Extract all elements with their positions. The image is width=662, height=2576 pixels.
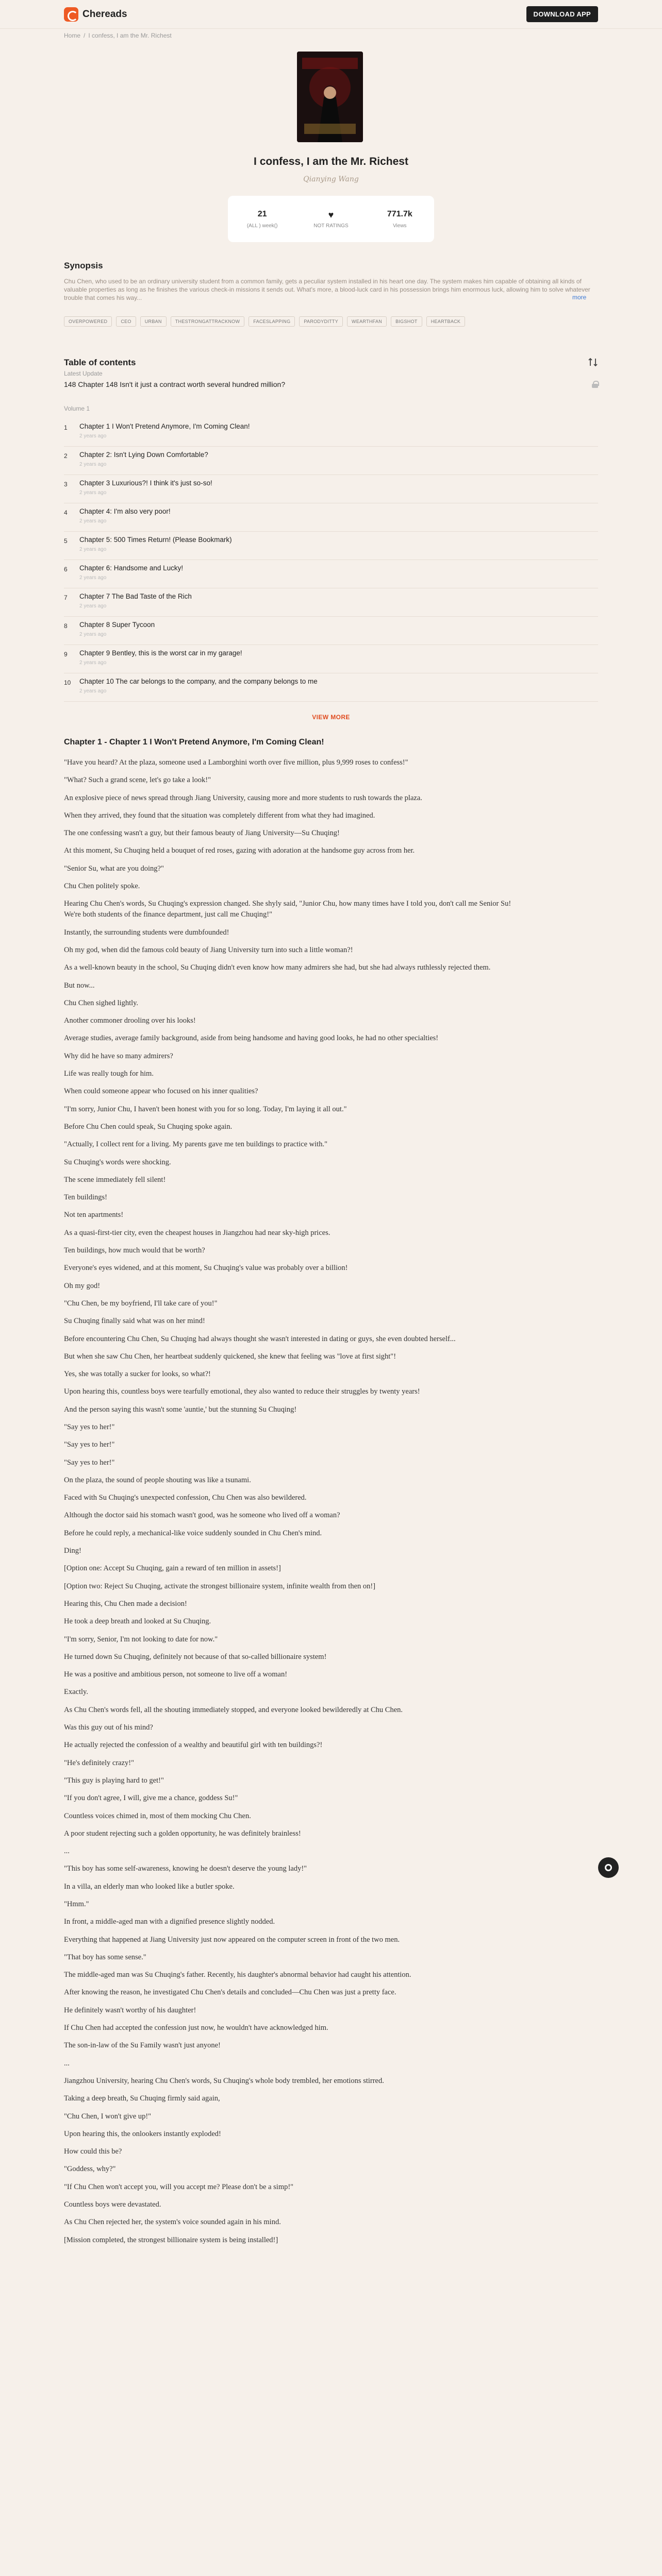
chapter-body	[64, 757, 518, 2252]
chapter-paragraph: "If Chu Chen won't accept you, will you accept me? Please don't be a simp!"	[64, 2182, 294, 2191]
view-more-button[interactable]: VIEW MORE	[312, 714, 350, 721]
chapter-time: 2 years ago	[79, 575, 107, 581]
rating-stat[interactable]	[300, 210, 362, 229]
book-cover-art	[297, 52, 363, 142]
tag[interactable]: FACESLAPPING	[249, 316, 295, 327]
chapter-time: 2 years ago	[79, 518, 107, 524]
chapter-paragraph: Was this guy out of his mind?	[64, 1723, 153, 1732]
chapter-paragraph: He turned down Su Chuqing, definitely not because of that so-called billionaire system!	[64, 1652, 327, 1661]
tag-list	[64, 316, 598, 327]
chapter-row[interactable]	[64, 645, 598, 673]
chapter-paragraph: But now...	[64, 981, 95, 990]
chapter-title: Chapter 7 The Bad Taste of the Rich	[79, 592, 192, 600]
book-stats-card	[228, 196, 434, 242]
views-stat	[369, 210, 431, 229]
chapter-row[interactable]	[64, 560, 598, 588]
chapter-paragraph: Before Chu Chen could speak, Su Chuqing spoke again.	[64, 1122, 233, 1131]
chapter-paragraph: He actually rejected the confession of a wealthy and beautiful girl with ten buildings?!	[64, 1741, 323, 1750]
book-author[interactable]: Qianying Wang	[303, 175, 359, 183]
tag[interactable]: PARODYDITTY	[299, 316, 343, 327]
chapter-number: 8	[64, 622, 68, 630]
brand-logo[interactable]	[64, 7, 127, 22]
chapter-paragraph: "That boy has some sense."	[64, 1953, 146, 1961]
chapter-row[interactable]	[64, 503, 598, 532]
chapter-title: Chapter 10 The car belongs to the company, and the company belongs to me	[79, 677, 318, 685]
chapter-number: 6	[64, 566, 68, 573]
chapter-time: 2 years ago	[79, 632, 107, 637]
views-value: 771.7k	[387, 209, 412, 218]
chapter-paragraph: ...	[64, 1847, 70, 1856]
download-app-button[interactable]: DOWNLOAD APP	[526, 6, 598, 22]
chapter-row[interactable]	[64, 532, 598, 560]
lock-icon	[592, 381, 598, 388]
chapter-paragraph: The middle-aged man was Su Chuqing's father. Recently, his daughter's abnormal behavior had caught his attention.	[64, 1971, 411, 1979]
chapter-paragraph: Upon hearing this, the onlookers instantly exploded!	[64, 2129, 221, 2138]
chapter-paragraph: Chu Chen politely spoke.	[64, 882, 140, 891]
chapter-paragraph: In front, a middle-aged man with a dignified presence slightly nodded.	[64, 1918, 275, 1926]
chapter-paragraph: Another commoner drooling over his looks!	[64, 1016, 196, 1025]
chapter-title: Chapter 9 Bentley, this is the worst car in my garage!	[79, 649, 242, 657]
chapter-row[interactable]	[64, 447, 598, 475]
chapter-paragraph: [Mission completed, the strongest billionaire system is being installed!]	[64, 2235, 278, 2244]
chapter-time: 2 years ago	[79, 660, 107, 666]
chapter-number: 3	[64, 481, 68, 488]
chapter-paragraph: As Chu Chen's words fell, all the shouting immediately stopped, and everyone looked bewilderedly at Chu Chen.	[64, 1705, 403, 1714]
chapter-paragraph: [Option two: Reject Su Chuqing, activate the strongest billionaire system, infinite wealth from then on!]	[64, 1582, 376, 1590]
tag[interactable]: THESTRONGATTRACKNOW	[171, 316, 245, 327]
latest-chapter-title: 148 Chapter 148 Isn't it just a contract worth several hundred million?	[64, 380, 286, 388]
chapter-paragraph: A poor student rejecting such a golden opportunity, he was definitely brainless!	[64, 1829, 301, 1838]
chapter-paragraph: Jiangzhou University, hearing Chu Chen's words, Su Chuqing's whole body trembled, her emotions stirred.	[64, 2076, 384, 2085]
heart-icon: ♥	[328, 209, 334, 220]
chapter-number: 7	[64, 594, 68, 601]
chapter-title: Chapter 1 I Won't Pretend Anymore, I'm Coming Clean!	[79, 422, 250, 430]
chapter-title: Chapter 3 Luxurious?! I think it's just so-so!	[79, 479, 212, 487]
chapter-paragraph: Taking a deep breath, Su Chuqing firmly said again,	[64, 2094, 220, 2103]
chapter-paragraph: "I'm sorry, Junior Chu, I haven't been honest with you for so long. Today, I'm laying it all out."	[64, 1105, 347, 1113]
chapter-time: 2 years ago	[79, 490, 107, 496]
chapter-paragraph: Ten buildings, how much would that be worth?	[64, 1246, 205, 1255]
chapter-paragraph: How could this be?	[64, 2147, 122, 2156]
chapter-paragraph: "I'm sorry, Senior, I'm not looking to date for now."	[64, 1635, 218, 1643]
chapter-paragraph: Hearing Chu Chen's words, Su Chuqing's expression changed. She shyly said, "Junior Chu, how many times have I told you, don't call me Senior Su! We're both students of the finance department, just call me Chuqing!"	[64, 900, 511, 919]
chapter-paragraph: On the plaza, the sound of people shouting was like a tsunami.	[64, 1476, 251, 1484]
chapter-row[interactable]	[64, 475, 598, 503]
tag[interactable]: WEARTHFAN	[347, 316, 387, 327]
chapter-paragraph: Yes, she was totally a sucker for looks, so what?!	[64, 1370, 211, 1379]
rank-stat	[231, 210, 293, 229]
chapter-paragraph: "Senior Su, what are you doing?"	[64, 864, 164, 873]
chapter-paragraph: As a quasi-first-tier city, even the cheapest houses in Jiangzhou had near sky-high prices.	[64, 1228, 330, 1237]
chapter-number: 4	[64, 509, 68, 516]
rating-label: NOT RATINGS	[313, 223, 349, 229]
synopsis-more-link[interactable]: more	[572, 294, 587, 301]
chapter-title: Chapter 8 Super Tycoon	[79, 621, 155, 629]
chapter-time: 2 years ago	[79, 547, 107, 552]
views-label: Views	[393, 223, 407, 229]
chapter-paragraph: "Chu Chen, I won't give up!"	[64, 2112, 152, 2121]
synopsis-heading: Synopsis	[64, 261, 103, 270]
chapter-paragraph: "This boy has some self-awareness, knowing he doesn't deserve the young lady!"	[64, 1865, 307, 1873]
chapter-title: Chapter 5: 500 Times Return! (Please Bookmark)	[79, 536, 232, 544]
chapter-number: 9	[64, 651, 68, 658]
chapter-paragraph: Before he could reply, a mechanical-like voice suddenly sounded in Chu Chen's mind.	[64, 1529, 322, 1537]
chapter-paragraph: Su Chuqing finally said what was on her mind!	[64, 1317, 205, 1326]
chapter-paragraph: Oh my god, when did the famous cold beauty of Jiang University turn into such a little woman?!	[64, 945, 353, 954]
chapter-paragraph: After knowing the reason, he investigated Chu Chen's details and concluded—Chu Chen was just a pretty face.	[64, 1988, 396, 1997]
chapter-time: 2 years ago	[79, 462, 107, 467]
chapter-row[interactable]	[64, 673, 598, 702]
tag[interactable]: OVERPOWERED	[64, 316, 112, 327]
chapter-paragraph: Chu Chen sighed lightly.	[64, 998, 139, 1007]
chapter-paragraph: When could someone appear who focused on his inner qualities?	[64, 1087, 258, 1096]
latest-update-label: Latest Update	[64, 370, 103, 377]
chapter-paragraph: He definitely wasn't worthy of his daughter!	[64, 2006, 196, 2014]
chapter-row[interactable]	[64, 617, 598, 645]
chapter-paragraph: At this moment, Su Chuqing held a bouquet of red roses, gazing with adoration at the handsome guy across from her.	[64, 846, 415, 855]
chapter-paragraph: When they arrived, they found that the situation was completely different from what they had imagined.	[64, 811, 375, 820]
toc-heading: Table of contents	[64, 358, 136, 367]
chapter-paragraph: Su Chuqing's words were shocking.	[64, 1158, 171, 1166]
chapter-paragraph: As Chu Chen rejected her, the system's voice sounded again in his mind.	[64, 2218, 281, 2227]
chapter-paragraph: Although the doctor said his stomach wasn't good, was he someone who lived off a woman?	[64, 1511, 340, 1520]
chapter-time: 2 years ago	[79, 688, 107, 694]
chapter-number: 2	[64, 452, 68, 460]
chapter-paragraph: Everything that happened at Jiang University just now appeared on the computer screen in front of the two men.	[64, 1935, 400, 1944]
chapter-paragraph: "Say yes to her!"	[64, 1458, 115, 1467]
chapter-paragraph: "Say yes to her!"	[64, 1422, 115, 1431]
tag[interactable]: BIGSHOT	[391, 316, 422, 327]
chapter-paragraph: Hearing this, Chu Chen made a decision!	[64, 1599, 187, 1608]
chapter-paragraph: Instantly, the surrounding students were dumbfounded!	[64, 928, 229, 937]
breadcrumb-current: I confess, I am the Mr. Richest	[88, 32, 172, 39]
chapter-paragraph: "Goddess, why?"	[64, 2165, 116, 2174]
chapter-paragraph: Faced with Su Chuqing's unexpected confession, Chu Chen was also bewildered.	[64, 1494, 307, 1502]
chapter-paragraph: He took a deep breath and looked at Su Chuqing.	[64, 1617, 211, 1626]
chapter-paragraph: "Actually, I collect rent for a living. My parents gave me ten buildings to practice with."	[64, 1140, 327, 1149]
chereads-logo-icon	[64, 7, 78, 22]
rank-value: 21	[257, 209, 267, 218]
chapter-paragraph: ...	[64, 2059, 70, 2067]
chapter-paragraph: He was a positive and ambitious person, not someone to live off a woman!	[64, 1670, 288, 1679]
chapter-paragraph: Exactly.	[64, 1688, 88, 1697]
chapter-title: Chapter 4: I'm also very poor!	[79, 507, 171, 515]
brand-name: Chereads	[82, 8, 127, 20]
chapter-paragraph: "Chu Chen, be my boyfriend, I'll take care of you!"	[64, 1299, 218, 1308]
chapter-paragraph: In a villa, an elderly man who looked like a butler spoke.	[64, 1882, 235, 1891]
chapter-paragraph: The one confessing wasn't a guy, but their famous beauty of Jiang University—Su Chuqing!	[64, 829, 340, 838]
latest-chapter-row[interactable]	[64, 380, 598, 388]
chapter-paragraph: The scene immediately fell silent!	[64, 1175, 166, 1184]
sort-order-icon[interactable]	[588, 358, 598, 367]
rank-label: (ALL ) week()	[246, 223, 278, 229]
chapter-title: Chapter 2: Isn't Lying Down Comfortable?	[79, 451, 208, 459]
chapter-row[interactable]	[64, 588, 598, 617]
chapter-paragraph: "Have you heard? At the plaza, someone used a Lamborghini worth over five million, plus 9,999 roses to confess!"	[64, 758, 408, 767]
chapter-paragraph: Ding!	[64, 1547, 81, 1555]
synopsis-text: Chu Chen, who used to be an ordinary university student from a common family, gets a peculiar system installed in his heart one day. The system makes him capable of obtaining all kinds of valuable properties as long as he finishes the various check-in missions it sends out. What's more, a blood-luck card in his possession brings him enormous luck, allowing him to solve whatever trouble that comes his way...	[64, 278, 590, 301]
chapter-paragraph: And the person saying this wasn't some 'auntie,' but the stunning Su Chuqing!	[64, 1405, 297, 1414]
chapter-paragraph: Countless boys were devastated.	[64, 2200, 161, 2209]
chapter-number: 5	[64, 537, 68, 545]
chapter-paragraph: Upon hearing this, countless boys were tearfully emotional, they also wanted to reduce their struggles by twenty years!	[64, 1387, 420, 1396]
chapter-paragraph: Countless voices chimed in, most of them mocking Chu Chen.	[64, 1811, 251, 1820]
chapter-paragraph: As a well-known beauty in the school, Su Chuqing didn't even know how many admirers she had, but she had always ruthlessly rejected them.	[64, 963, 491, 972]
chapter-paragraph: Average studies, average family background, aside from being handsome and having good looks, he had no other specialties!	[64, 1034, 439, 1043]
chapter-paragraph: If Chu Chen had accepted the confession just now, he wouldn't have acknowledged him.	[64, 2024, 328, 2032]
breadcrumb-separator: /	[84, 32, 86, 39]
book-cover	[297, 52, 363, 142]
chapter-title: Chapter 6: Handsome and Lucky!	[79, 564, 184, 572]
chapter-paragraph: "If you don't agree, I will, give me a chance, goddess Su!"	[64, 1794, 238, 1803]
chapter-paragraph: An explosive piece of news spread through Jiang University, causing more and more students to rush towards the plaza.	[64, 793, 422, 802]
chapter-number: 10	[64, 679, 71, 686]
floating-action-button[interactable]	[598, 1857, 619, 1878]
breadcrumb	[64, 32, 172, 39]
chapter-heading: Chapter 1 - Chapter 1 I Won't Pretend Anymore, I'm Coming Clean!	[64, 738, 324, 747]
tag[interactable]: URBAN	[140, 316, 167, 327]
tag[interactable]: HEARTBACK	[426, 316, 466, 327]
book-title: I confess, I am the Mr. Richest	[254, 156, 408, 167]
chapter-paragraph: "What? Such a grand scene, let's go take a look!"	[64, 776, 211, 785]
chapter-time: 2 years ago	[79, 603, 107, 609]
chapter-paragraph: "This guy is playing hard to get!"	[64, 1776, 164, 1785]
chapter-paragraph: "He's definitely crazy!"	[64, 1758, 135, 1767]
chapter-time: 2 years ago	[79, 433, 107, 439]
breadcrumb-home[interactable]: Home	[64, 32, 81, 39]
chapter-paragraph: Why did he have so many admirers?	[64, 1052, 173, 1060]
chapter-paragraph: "Say yes to her!"	[64, 1440, 115, 1449]
chapter-number: 1	[64, 424, 68, 431]
chapter-list	[64, 418, 598, 702]
chapter-paragraph: Everyone's eyes widened, and at this moment, Su Chuqing's value was probably over a billion!	[64, 1264, 348, 1273]
chapter-paragraph: Before encountering Chu Chen, Su Chuqing had always thought she wasn't interested in dating or guys, she even doubted herself...	[64, 1334, 456, 1343]
chapter-paragraph: Not ten apartments!	[64, 1211, 124, 1219]
chapter-paragraph: Oh my god!	[64, 1281, 101, 1290]
top-bar	[0, 0, 662, 29]
chapter-paragraph: [Option one: Accept Su Chuqing, gain a reward of ten million in assets!]	[64, 1564, 281, 1573]
chapter-paragraph: The son-in-law of the Su Family wasn't just anyone!	[64, 2041, 221, 2050]
volume-label: Volume 1	[64, 405, 90, 412]
chapter-paragraph: "Hmm."	[64, 1900, 89, 1908]
chapter-paragraph: But when she saw Chu Chen, her heartbeat suddenly quickened, she knew that feeling was "love at first sight"!	[64, 1352, 396, 1361]
chapter-row[interactable]	[64, 418, 598, 447]
tag[interactable]: CEO	[116, 316, 136, 327]
chapter-paragraph: Ten buildings!	[64, 1193, 107, 1202]
chapter-paragraph: Life was really tough for him.	[64, 1070, 154, 1078]
